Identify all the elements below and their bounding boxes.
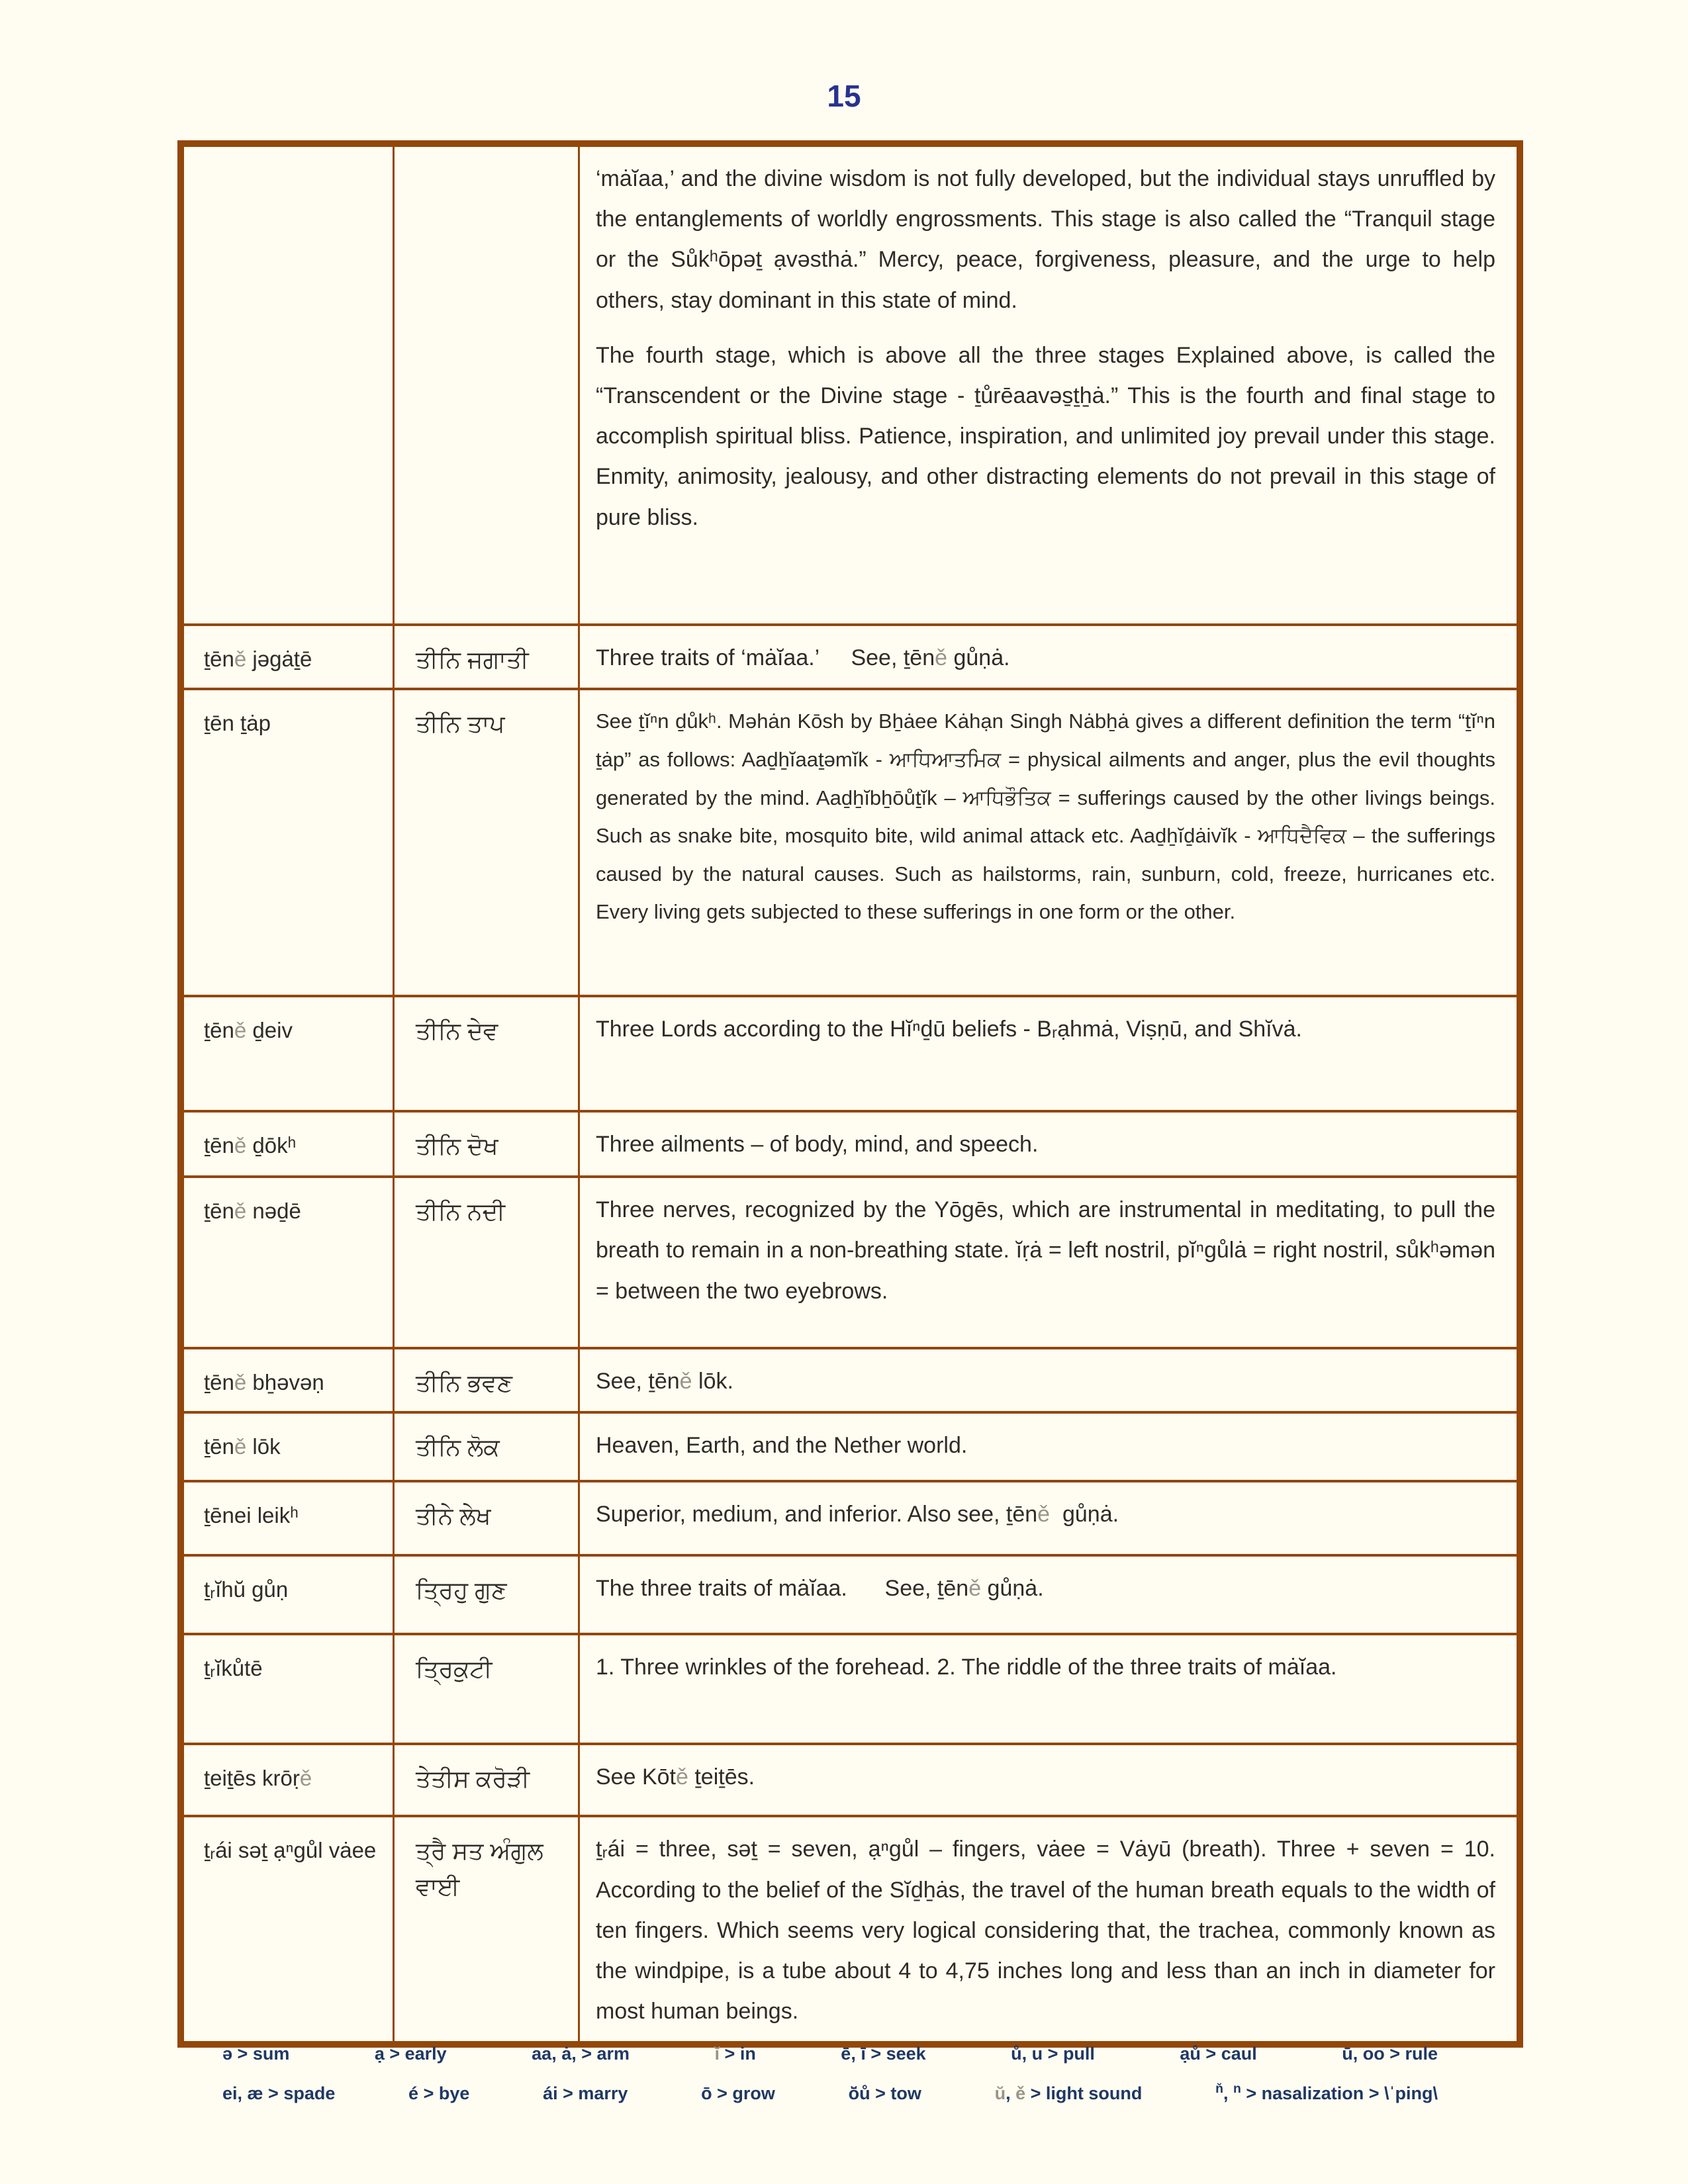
gurmukhi-cell: ਤੀਨਿ ਭਵਣ [395,1349,580,1411]
nasal-symbol: ň [1215,2081,1223,2096]
table-row [184,1743,1517,1815]
pronunciation-key-row [222,2044,1438,2064]
key-item: ạ > early [374,2044,447,2064]
definition-cell: Heaven, Earth, and the Nether world. [596,1433,968,1459]
term-cell: ṯēnei leikʰ [184,1482,395,1554]
pronunciation-key [222,2044,1438,2104]
key-item: ō̆ů > tow [848,2083,921,2103]
nasal-symbol: n [1233,2081,1241,2096]
gurmukhi-cell: ਤੀਨਿ ਤਾਪ [395,690,580,995]
key-item: ů, u > pull [1011,2044,1095,2064]
term-cell: ṯēně bẖəvəṇ [184,1349,395,1411]
term-cell: ṯᵣĭkůtē [184,1635,395,1743]
key-item: ə > sum [222,2044,290,2064]
gurmukhi-cell: ਤੇਤੀਸ ਕਰੋੜੀ [395,1745,580,1815]
table-row [184,623,1517,688]
term-cell: ṯēně lōk [184,1414,395,1480]
gurmukhi-cell: ਤ੍ਰਿਹੁ ਗੁਣ [395,1557,580,1633]
definition-cell: Superior, medium, and inferior. Also see, ṯēně gůṇȧ. [596,1502,1119,1527]
term-cell: ṯᵣĭhŭ gůṇ [184,1557,395,1633]
definition-paragraph: ‘mȧĭaa,’ and the divine wisdom is not fully developed, but the individual stays unruffled by the entanglements of worldly engrossments. This stage is also called the “Tranquil stage or the Sůkʰōpəṯ ạvəsthȧ.” Mercy, peace, forgiveness, pleasure, and the urge to help others, stay dominant in this state of mind. [596,166,1495,313]
table-row [184,1411,1517,1480]
definition-cell: See, ṯēně lōk. [596,1369,733,1394]
definition-cell [580,147,1513,623]
definition-paragraph: The fourth stage, which is above all the three stages Explained above, is called the “Transcendent or the Divine stage - ṯůrēaavəs̱ṯẖȧ.” This is the fourth and final stage to accomplish spiritual bliss. Patience, inspiration, and unlimited joy prevail under this stage. Enmity, animosity, jealousy, and other distracting elements do not prevail in this stage of pure bliss. [596,342,1495,530]
definition-cell: See Kōtě ṯeiṯēs. [596,1764,755,1790]
gurmukhi-cell: ਤੀਨਿ ਜਗਾਤੀ [395,626,580,688]
key-item: ū, oo > rule [1342,2044,1438,2064]
definition-cell: The three traits of mȧĭaa. See, ṯēně gůṇȧ. [596,1576,1044,1602]
term-cell: ṯeiṯēs krōṛě [184,1745,395,1815]
key-item: é > bye [408,2083,470,2103]
key-item: ē, ī > seek [841,2044,926,2064]
gurmukhi-cell: ਤੀਨਿ ਦੋਖ [395,1113,580,1175]
table-row [184,688,1517,995]
key-item: ei, æ > spade [222,2083,336,2103]
gurmukhi-cell: ਤ੍ਰੈ ਸਤ ਅੰਗੁਲ ਵਾਈ [395,1817,580,2041]
table-row [184,1480,1517,1554]
table-row [184,1815,1517,2041]
gurmukhi-cell: ਤੀਨਿ ਨਦੀ [395,1178,580,1347]
key-item: ō > grow [701,2083,775,2103]
gurmukhi-cell: ਤੀਨੇ ਲੇਖ [395,1482,580,1554]
term-cell: ṯēn ṯȧp [184,690,395,995]
glossary-table [177,140,1523,2048]
term-cell: ṯēně jəgȧṯē [184,626,395,688]
table-row [184,1554,1517,1633]
key-item-nasalization: $^ň$, $^n$ > nasalization > \ˈping\ [1215,2081,1438,2103]
term-cell: ṯᵣái səṯ ạⁿgůl vȧee [184,1817,395,2041]
table-row [184,1347,1517,1411]
term-cell [184,147,395,623]
definition-cell: ṯᵣái = three, səṯ = seven, ạⁿgůl – fingers, vȧee = Vȧyū (breath). Three + seven = 10. According to the belief of the Sĭḏẖȧs, the travel of the human breath equals to the width of ten fingers. Which seems very logical considering that, the trachea, commonly known as the windpipe, is a tube about 4 to 4,75 inches long and less than an inch in diameter for most human beings. [596,1837,1495,2025]
definition-cell: See ṯĭⁿn ḏůkʰ. Məhȧn Kōsh by Bẖȧee Kȧhạn Singh Nȧbẖȧ gives a different definition the term “ṯĭⁿn ṯȧp” as follows: Aaḏẖĭaaṯəmĭk - ਆਧਿਆਤਮਿਕ = physical ailments and anger, plus the evil thoughts generated by the mind. Aaḏẖĭbẖōůṯĭk – ਆਧਿਭੌਤਿਕ = sufferings caused by the other livings beings. Such as snake bite, mosquito bite, wild animal attack etc. Aaḏẖĭḏȧivĭk - ਆਧਿਦੈਵਿਕ – the sufferings caused by the natural causes. Such as hailstorms, rain, sunburn, cold, freeze, hurricanes etc. Every living gets subjected to these sufferings in one form or the other. [596,709,1495,924]
definition-cell: Three Lords according to the Hĭⁿḏū beliefs - Bᵣạhmȧ, Viṣṇū, and Shĭvȧ. [596,1017,1302,1042]
gurmukhi-cell: ਤੀਨਿ ਦੇਵ [395,997,580,1110]
definition-cell: 1. Three wrinkles of the forehead. 2. The riddle of the three traits of mȧĭaa. [596,1655,1337,1680]
table-row [184,1633,1517,1743]
table-row [184,1175,1517,1347]
term-cell: ṯēně ḏeiv [184,997,395,1110]
table-row [184,1110,1517,1175]
key-item: ạů > caul [1180,2044,1257,2064]
term-cell: ṯēně nəḏē [184,1178,395,1347]
gurmukhi-cell: ਤ੍ਰਿਕੁਟੀ [395,1635,580,1743]
definition-cell: Three nerves, recognized by the Yōgēs, which are instrumental in meditating, to pull the breath to remain in a non-breathing state. ĭṛȧ = left nostril, pĭⁿgůlȧ = right nostril, sůkʰəmən = between the two eyebrows. [596,1197,1495,1304]
key-item: ĭ > in [714,2044,756,2064]
definition-cell: Three traits of ‘mȧĭaa.’ See, ṯēně gůṇȧ. [596,645,1010,670]
definition-cell: Three ailments – of body, mind, and speech. [596,1132,1039,1158]
table-row [184,995,1517,1110]
gurmukhi-cell: ਤੀਨਿ ਲੋਕ [395,1414,580,1480]
key-item: aa, ȧ, > arm [532,2044,630,2064]
table-row [184,147,1517,623]
key-item: ŭ, ě > light sound [994,2083,1143,2103]
gurmukhi-cell [395,147,580,623]
page-number: 15 [827,79,861,113]
pronunciation-key-row [222,2081,1438,2104]
key-item: ái > marry [543,2083,628,2103]
term-cell: ṯēně ḏōkʰ [184,1113,395,1175]
